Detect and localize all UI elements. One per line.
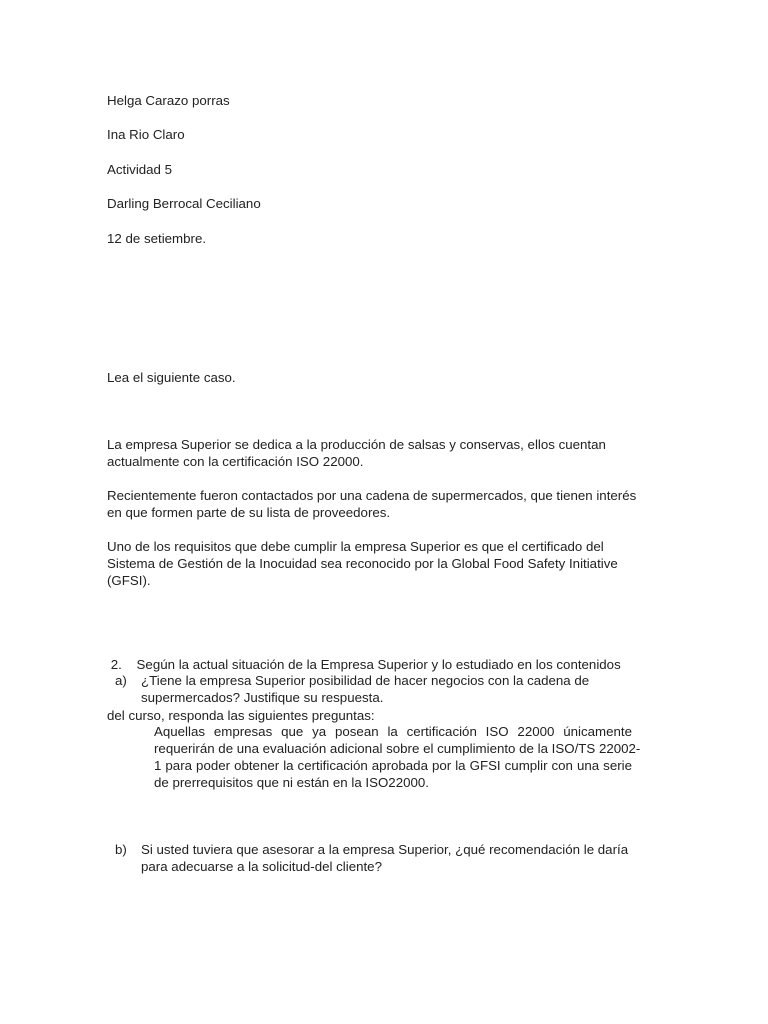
case-paragraph-2 [107,487,647,521]
institution-name: Ina Rio Claro [107,127,185,142]
question-a-text [141,672,641,706]
case-paragraph-3-line: (GFSI). [107,573,151,588]
question-a-answer [154,723,641,791]
answer-line: requerirán de una evaluación adicional sobre el cumplimiento de la ISO/TS 22002- [154,741,641,756]
activity-title: Actividad 5 [107,162,173,177]
question-b-line: Si usted tuviera que asesorar a la empresa Superior, ¿qué recomendación le daría [141,842,629,857]
answer-line: de prerrequisitos que ni están en la ISO22000. [154,775,429,790]
question-2-line: 2. Según la actual situación de la Empresa Superior y lo estudiado en los contenidos [107,657,621,672]
document-date: 12 de setiembre. [107,231,207,246]
case-paragraph-3-line: Sistema de Gestión de la Inocuidad sea reconocido por la Global Food Safety Initiative [107,556,618,571]
instructor-name: Darling Berrocal Ceciliano [107,196,261,211]
case-paragraph-3-line: Uno de los requisitos que debe cumplir la empresa Superior es que el certificado del [107,539,604,554]
case-paragraph-1-line: actualmente con la certificación ISO 22000. [107,454,364,469]
question-a-line: ¿Tiene la empresa Superior posibilidad de hacer negocios con la cadena de [141,673,590,688]
case-paragraph-1-line: La empresa Superior se dedica a la producción de salsas y conservas, ellos cuentan [107,437,606,452]
case-paragraph-2-line: Recientemente fueron contactados por una cadena de supermercados, que tienen interés [107,488,637,503]
intro-instruction: Lea el siguiente caso. [107,370,236,385]
author-name: Helga Carazo porras [107,93,230,108]
answer-line: 1 para poder obtener la certificación aprobada por la GFSI cumplir con una serie [154,758,632,773]
case-paragraph-1 [107,436,647,470]
question-a-marker: a) [115,673,127,688]
question-b-marker: b) [115,842,127,857]
question-2-line: del curso, responda las siguientes preguntas: [107,708,375,723]
question-b-line: para adecuarse a la solicitud-del cliente? [141,859,382,874]
question-b-text [141,841,641,875]
case-paragraph-2-line: en que formen parte de su lista de proveedores. [107,505,391,520]
question-a-line: supermercados? Justifique su respuesta. [141,690,384,705]
answer-line: Aquellas empresas que ya posean la certificación ISO 22000 únicamente [154,724,632,739]
case-paragraph-3 [107,538,647,589]
